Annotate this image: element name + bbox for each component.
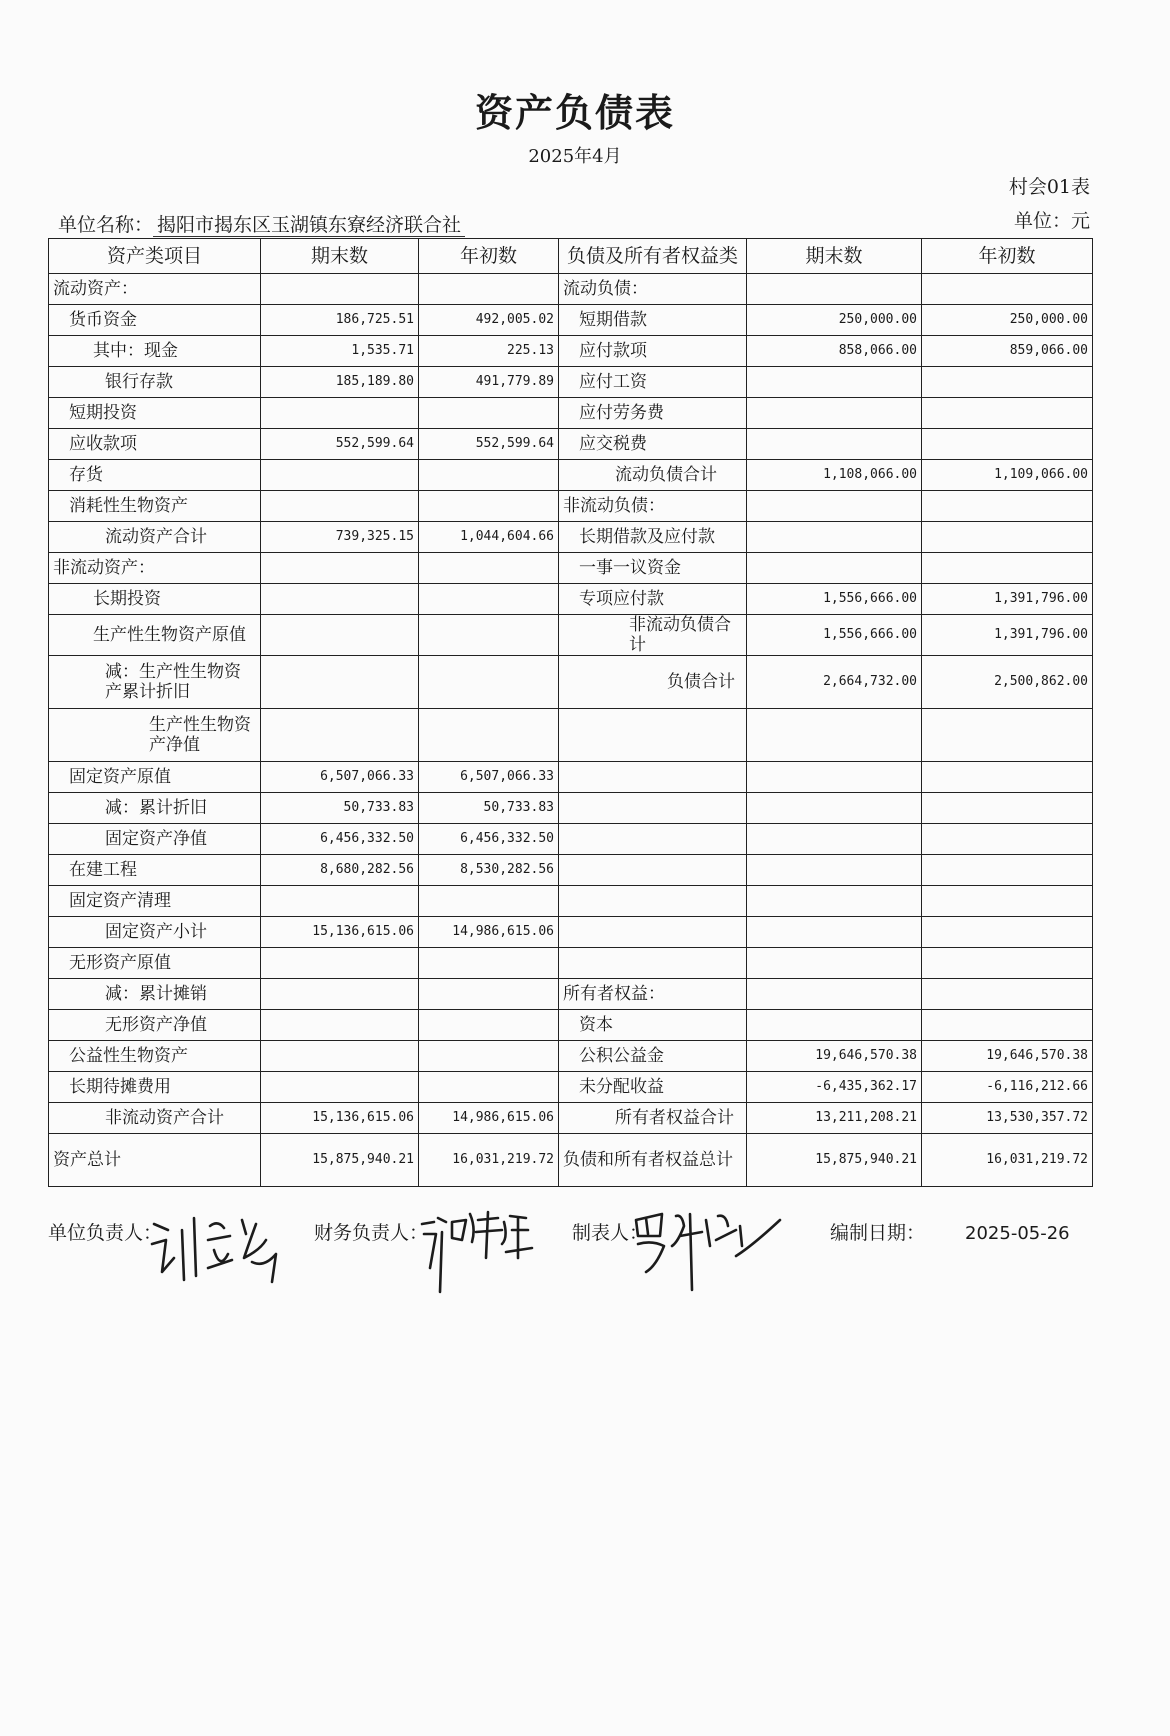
liability-begin-balance-cell: 2,500,862.00 (922, 656, 1093, 709)
table-row (49, 460, 1093, 491)
asset-begin-balance-cell (419, 886, 559, 917)
table-row (49, 886, 1093, 917)
asset-end-balance-cell (261, 886, 419, 917)
asset-begin-balance-cell (419, 584, 559, 615)
asset-begin-balance-cell (419, 709, 559, 762)
liability-item-cell: 公积公益金 (559, 1041, 747, 1072)
liability-item-cell (559, 948, 747, 979)
table-row (49, 553, 1093, 584)
asset-item-cell: 固定资产清理 (49, 886, 261, 917)
liability-begin-balance-cell (922, 824, 1093, 855)
table-row (49, 398, 1093, 429)
asset-begin-balance-cell (419, 979, 559, 1010)
form-code: 村会01表 (1008, 176, 1090, 198)
header-asset-begin: 年初数 (419, 239, 559, 274)
table-row (49, 615, 1093, 656)
liability-begin-balance-cell: 250,000.00 (922, 305, 1093, 336)
liability-end-balance-cell (747, 491, 922, 522)
asset-begin-balance-cell (419, 491, 559, 522)
liability-begin-balance-cell: 19,646,570.38 (922, 1041, 1093, 1072)
asset-end-balance-cell (261, 1072, 419, 1103)
liability-begin-balance-cell: 1,109,066.00 (922, 460, 1093, 491)
table-row (49, 1072, 1093, 1103)
asset-begin-balance-cell (419, 1041, 559, 1072)
header-liability-end: 期末数 (747, 239, 922, 274)
table-row (49, 367, 1093, 398)
liability-begin-balance-cell (922, 979, 1093, 1010)
liability-end-balance-cell: 858,066.00 (747, 336, 922, 367)
header-liability-begin: 年初数 (922, 239, 1093, 274)
asset-item-cell: 短期投资 (49, 398, 261, 429)
liability-begin-balance-cell (922, 398, 1093, 429)
asset-item-cell: 在建工程 (49, 855, 261, 886)
liability-begin-balance-cell: 1,391,796.00 (922, 615, 1093, 656)
liability-item-cell: 短期借款 (559, 305, 747, 336)
liability-begin-balance-cell: 13,530,357.72 (922, 1103, 1093, 1134)
table-row (49, 584, 1093, 615)
asset-item-cell: 非流动资产合计 (49, 1103, 261, 1134)
prepared-date-field (830, 1218, 1070, 1245)
liability-begin-balance-cell: 859,066.00 (922, 336, 1093, 367)
asset-begin-balance-cell (419, 553, 559, 584)
asset-begin-balance-cell: 14,986,615.06 (419, 1103, 559, 1134)
table-row (49, 793, 1093, 824)
liability-item-cell: 应交税费 (559, 429, 747, 460)
liability-begin-balance-cell: 16,031,219.72 (922, 1134, 1093, 1187)
table-row (49, 429, 1093, 460)
liability-item-cell: 负债合计 (559, 656, 747, 709)
asset-end-balance-cell: 15,136,615.06 (261, 917, 419, 948)
liability-item-cell: 长期借款及应付款 (559, 522, 747, 553)
table-row (49, 305, 1093, 336)
unit-head-signature (148, 1210, 288, 1290)
finance-head-field (314, 1218, 428, 1245)
liability-item-cell: 非流动负债合计 (559, 615, 747, 656)
asset-end-balance-cell: 15,136,615.06 (261, 1103, 419, 1134)
liability-item-cell: 资本 (559, 1010, 747, 1041)
asset-end-balance-cell: 186,725.51 (261, 305, 419, 336)
asset-item-cell: 货币资金 (49, 305, 261, 336)
asset-begin-balance-cell: 50,733.83 (419, 793, 559, 824)
liability-end-balance-cell: 19,646,570.38 (747, 1041, 922, 1072)
table-row (49, 1134, 1093, 1187)
asset-begin-balance-cell: 6,507,066.33 (419, 762, 559, 793)
liability-begin-balance-cell (922, 491, 1093, 522)
liability-end-balance-cell (747, 1010, 922, 1041)
asset-item-cell: 存货 (49, 460, 261, 491)
asset-item-cell: 流动资产合计 (49, 522, 261, 553)
asset-end-balance-cell (261, 584, 419, 615)
asset-begin-balance-cell (419, 615, 559, 656)
asset-end-balance-cell: 185,189.80 (261, 367, 419, 398)
table-row (49, 522, 1093, 553)
table-row (49, 1010, 1093, 1041)
table-row (49, 824, 1093, 855)
table-row (49, 1041, 1093, 1072)
asset-begin-balance-cell (419, 656, 559, 709)
asset-end-balance-cell (261, 398, 419, 429)
preparer-signature (632, 1206, 782, 1296)
liability-begin-balance-cell (922, 709, 1093, 762)
liability-end-balance-cell: -6,435,362.17 (747, 1072, 922, 1103)
asset-begin-balance-cell (419, 1010, 559, 1041)
asset-begin-balance-cell: 14,986,615.06 (419, 917, 559, 948)
asset-begin-balance-cell: 491,779.89 (419, 367, 559, 398)
liability-begin-balance-cell (922, 429, 1093, 460)
asset-end-balance-cell: 15,875,940.21 (261, 1134, 419, 1187)
asset-end-balance-cell: 6,507,066.33 (261, 762, 419, 793)
liability-item-cell: 应付工资 (559, 367, 747, 398)
asset-begin-balance-cell (419, 948, 559, 979)
liability-begin-balance-cell (922, 367, 1093, 398)
unit-head-field (48, 1218, 162, 1245)
liability-end-balance-cell (747, 274, 922, 305)
liability-begin-balance-cell (922, 948, 1093, 979)
table-row (49, 948, 1093, 979)
asset-item-cell: 长期待摊费用 (49, 1072, 261, 1103)
liability-end-balance-cell (747, 398, 922, 429)
date-value: 2025-05-26 (965, 1223, 1070, 1244)
asset-begin-balance-cell: 225.13 (419, 336, 559, 367)
asset-item-cell: 固定资产小计 (49, 917, 261, 948)
asset-end-balance-cell (261, 1041, 419, 1072)
liability-end-balance-cell: 13,211,208.21 (747, 1103, 922, 1134)
table-row (49, 762, 1093, 793)
asset-end-balance-cell (261, 274, 419, 305)
asset-begin-balance-cell (419, 460, 559, 491)
asset-item-cell: 长期投资 (49, 584, 261, 615)
asset-begin-balance-cell (419, 274, 559, 305)
liability-begin-balance-cell (922, 917, 1093, 948)
liability-item-cell: 流动负债： (559, 274, 747, 305)
preparer-label: 制表人： (572, 1222, 649, 1244)
asset-end-balance-cell (261, 1010, 419, 1041)
asset-item-cell: 消耗性生物资产 (49, 491, 261, 522)
asset-item-cell: 减：生产性生物资产累计折旧 (49, 656, 261, 709)
asset-end-balance-cell (261, 553, 419, 584)
liability-end-balance-cell: 1,556,666.00 (747, 615, 922, 656)
asset-begin-balance-cell: 8,530,282.56 (419, 855, 559, 886)
liability-begin-balance-cell (922, 274, 1093, 305)
asset-item-cell: 无形资产原值 (49, 948, 261, 979)
asset-end-balance-cell: 739,325.15 (261, 522, 419, 553)
asset-end-balance-cell: 6,456,332.50 (261, 824, 419, 855)
unit-name-value: 揭阳市揭东区玉湖镇东寮经济联合社 (153, 214, 465, 237)
table-row (49, 336, 1093, 367)
table-row (49, 709, 1093, 762)
header-asset-end: 期末数 (261, 239, 419, 274)
asset-item-cell: 公益性生物资产 (49, 1041, 261, 1072)
liability-end-balance-cell (747, 886, 922, 917)
report-period: 2025年4月 (528, 146, 622, 167)
asset-begin-balance-cell: 6,456,332.50 (419, 824, 559, 855)
liability-begin-balance-cell (922, 855, 1093, 886)
table-row (49, 491, 1093, 522)
liability-item-cell: 所有者权益： (559, 979, 747, 1010)
asset-item-cell: 生产性生物资产原值 (49, 615, 261, 656)
finance-head-label: 财务负责人： (314, 1222, 429, 1244)
asset-end-balance-cell: 1,535.71 (261, 336, 419, 367)
currency-unit: 单位：元 (1013, 210, 1090, 232)
unit-name-line (58, 210, 465, 237)
liability-begin-balance-cell (922, 793, 1093, 824)
liability-end-balance-cell (747, 948, 922, 979)
liability-item-cell: 流动负债合计 (559, 460, 747, 491)
asset-item-cell: 减：累计摊销 (49, 979, 261, 1010)
liability-begin-balance-cell (922, 522, 1093, 553)
asset-end-balance-cell: 50,733.83 (261, 793, 419, 824)
liability-end-balance-cell (747, 709, 922, 762)
liability-end-balance-cell (747, 367, 922, 398)
asset-item-cell: 资产总计 (49, 1134, 261, 1187)
table-row (49, 274, 1093, 305)
report-title: 资产负债表 (474, 91, 675, 135)
asset-end-balance-cell (261, 656, 419, 709)
header-asset-item: 资产类项目 (49, 239, 261, 274)
asset-end-balance-cell: 552,599.64 (261, 429, 419, 460)
liability-begin-balance-cell (922, 886, 1093, 917)
asset-end-balance-cell (261, 979, 419, 1010)
date-label: 编制日期： (830, 1222, 926, 1244)
liability-end-balance-cell: 2,664,732.00 (747, 656, 922, 709)
asset-item-cell: 固定资产原值 (49, 762, 261, 793)
asset-end-balance-cell (261, 948, 419, 979)
liability-item-cell: 非流动负债： (559, 491, 747, 522)
balance-sheet-table (48, 238, 1093, 1187)
asset-item-cell: 生产性生物资产净值 (49, 709, 261, 762)
liability-item-cell: 未分配收益 (559, 1072, 747, 1103)
liability-item-cell (559, 824, 747, 855)
liability-end-balance-cell (747, 762, 922, 793)
asset-end-balance-cell: 8,680,282.56 (261, 855, 419, 886)
liability-end-balance-cell: 1,108,066.00 (747, 460, 922, 491)
table-row (49, 917, 1093, 948)
asset-item-cell: 减：累计折旧 (49, 793, 261, 824)
liability-end-balance-cell (747, 917, 922, 948)
table-header-row (49, 239, 1093, 274)
asset-end-balance-cell (261, 491, 419, 522)
liability-end-balance-cell (747, 979, 922, 1010)
asset-begin-balance-cell: 1,044,604.66 (419, 522, 559, 553)
liability-begin-balance-cell (922, 762, 1093, 793)
table-row (49, 855, 1093, 886)
liability-end-balance-cell (747, 553, 922, 584)
liability-item-cell (559, 709, 747, 762)
liability-end-balance-cell (747, 793, 922, 824)
liability-item-cell: 专项应付款 (559, 584, 747, 615)
asset-item-cell: 固定资产净值 (49, 824, 261, 855)
liability-end-balance-cell: 1,556,666.00 (747, 584, 922, 615)
unit-name-label: 单位名称： (58, 214, 154, 236)
table-row (49, 656, 1093, 709)
liability-begin-balance-cell: 1,391,796.00 (922, 584, 1093, 615)
liability-end-balance-cell (747, 824, 922, 855)
asset-begin-balance-cell (419, 1072, 559, 1103)
liability-item-cell (559, 855, 747, 886)
asset-begin-balance-cell: 552,599.64 (419, 429, 559, 460)
asset-item-cell: 银行存款 (49, 367, 261, 398)
liability-item-cell: 应付劳务费 (559, 398, 747, 429)
liability-end-balance-cell: 250,000.00 (747, 305, 922, 336)
liability-item-cell: 所有者权益合计 (559, 1103, 747, 1134)
asset-end-balance-cell (261, 615, 419, 656)
table-row (49, 979, 1093, 1010)
unit-head-label: 单位负责人： (48, 1222, 163, 1244)
liability-item-cell (559, 762, 747, 793)
liability-item-cell: 一事一议资金 (559, 553, 747, 584)
liability-begin-balance-cell: -6,116,212.66 (922, 1072, 1093, 1103)
header-liability-item: 负债及所有者权益类 (559, 239, 747, 274)
asset-end-balance-cell (261, 460, 419, 491)
liability-item-cell (559, 917, 747, 948)
liability-end-balance-cell: 15,875,940.21 (747, 1134, 922, 1187)
asset-item-cell: 非流动资产： (49, 553, 261, 584)
asset-begin-balance-cell: 16,031,219.72 (419, 1134, 559, 1187)
liability-begin-balance-cell (922, 553, 1093, 584)
liability-item-cell: 应付款项 (559, 336, 747, 367)
liability-end-balance-cell (747, 522, 922, 553)
asset-item-cell: 流动资产： (49, 274, 261, 305)
liability-item-cell (559, 886, 747, 917)
liability-end-balance-cell (747, 855, 922, 886)
asset-item-cell: 应收款项 (49, 429, 261, 460)
asset-item-cell: 无形资产净值 (49, 1010, 261, 1041)
finance-head-signature (418, 1208, 538, 1298)
liability-end-balance-cell (747, 429, 922, 460)
asset-item-cell: 其中：现金 (49, 336, 261, 367)
liability-item-cell: 负债和所有者权益总计 (559, 1134, 747, 1187)
asset-begin-balance-cell: 492,005.02 (419, 305, 559, 336)
liability-item-cell (559, 793, 747, 824)
asset-end-balance-cell (261, 709, 419, 762)
asset-begin-balance-cell (419, 398, 559, 429)
liability-begin-balance-cell (922, 1010, 1093, 1041)
table-row (49, 1103, 1093, 1134)
